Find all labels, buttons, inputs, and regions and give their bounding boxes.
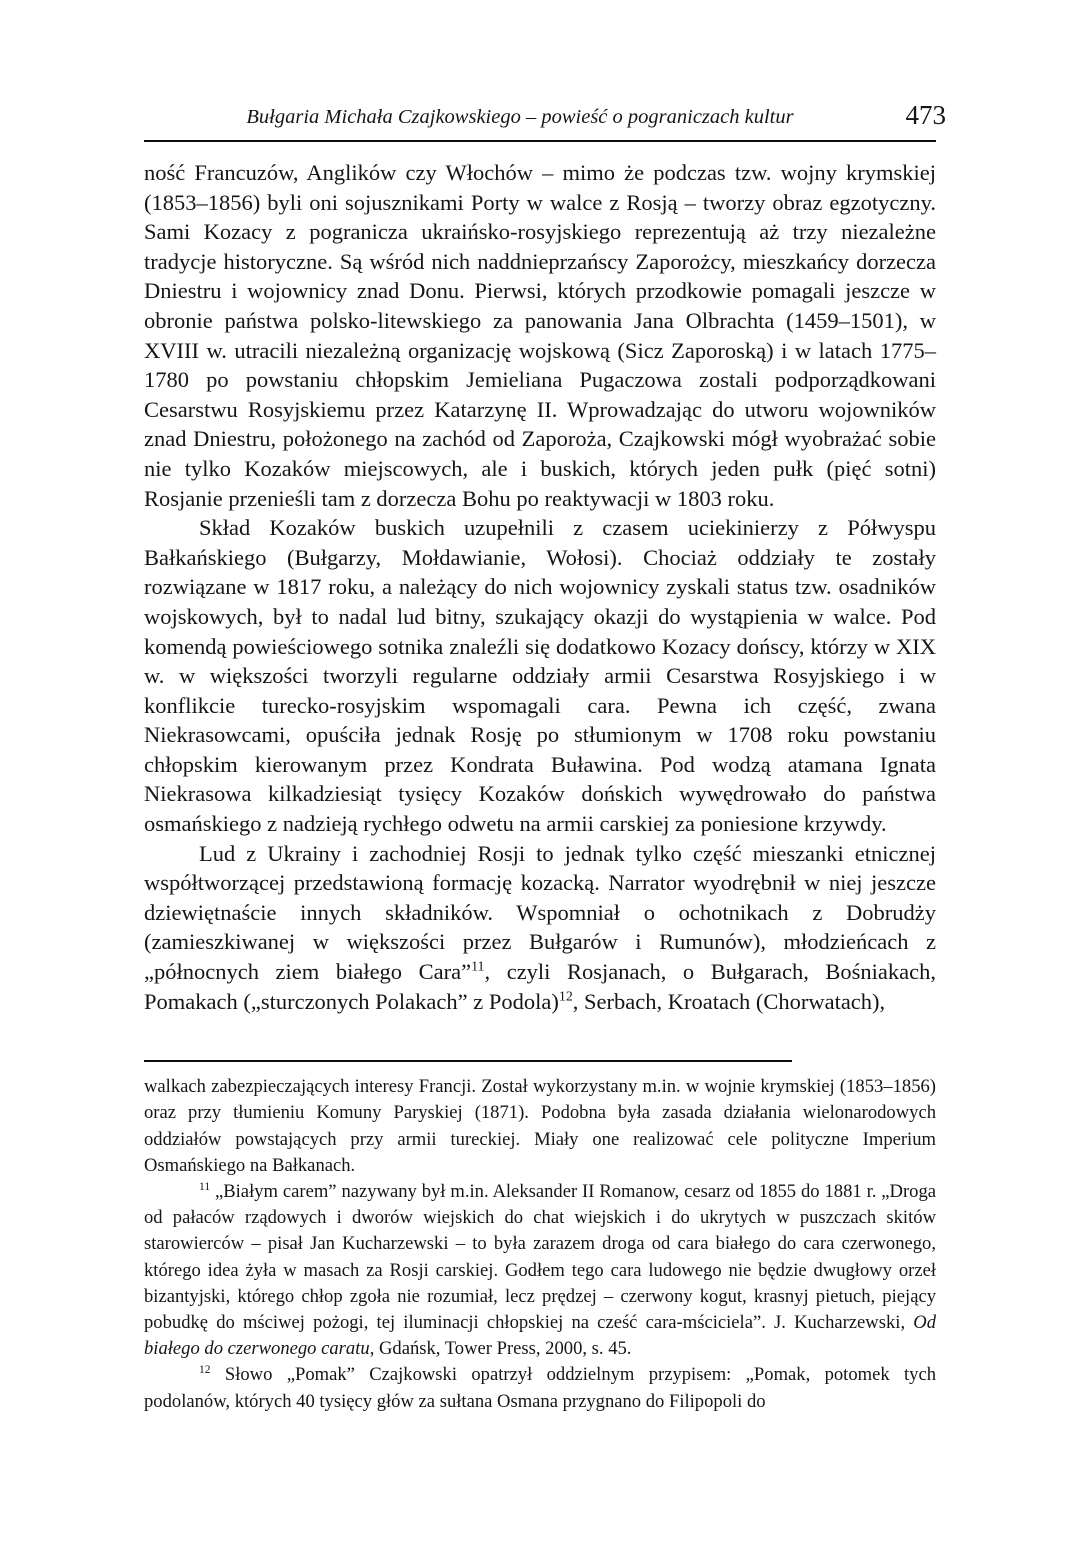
text-run: , czyli Rosjanach, o Bułgarach, Bośniakach, Pomakach („sturczonych Polakach” z Podola) [144, 959, 937, 1014]
text-run: Lud z Ukrainy i zachodniej Rosji to jednak tylko część mieszanki etnicznej współtworzącej przedstawioną formację kozacką. Narrator wyodrębnił w niej jeszcze dziewiętnaście innych składników. Wspomniał o ochotnikach z Dobrudży (zamieszkiwanej w większości przez Bułgarów i Rumunów), młodzieńcach z „północnych ziem białego Cara” [144, 840, 936, 985]
running-title: Bułgaria Michała Czajkowskiego – powieść o pograniczach kultur [246, 106, 794, 128]
footnote-marker: 11 [471, 959, 485, 975]
footnotes [144, 1074, 936, 1415]
footnote-item [144, 1074, 936, 1179]
page-header [144, 100, 946, 140]
footnote-separator [144, 1060, 792, 1062]
paragraph [144, 158, 936, 513]
page-number: 473 [905, 100, 946, 130]
footnote-item [144, 1179, 936, 1362]
body-text [144, 158, 936, 1016]
text-run: Skład Kozaków buskich uzupełnili z czasem uciekinierzy z Półwyspu Bałkańskiego (Bułgarzy, Mołdawianie, Wołosi). Chociaż oddziały te zostały rozwiązane w 1817 roku, a należący do nich wojownicy zyskali status tzw. osadników wojskowych, był to nadal lud bitny, szukający okazji do wystąpienia w walce. Pod komendą powieściowego sotnika znaleźli się dodatkowo Kozacy dońscy, którzy w XIX w. w większości tworzyli regularne oddziały armii Cesarstwa Rosyjskiego i w konflikcie turecko-rosyjskim wspomagali cara. Pewna ich część, zwana Niekrasowcami, opuściła jednak Rosję po stłumionym w 1708 roku powstaniu chłopskim kierowanym przez Kondrata Buławina. Pod wodzą atamana Ignata Niekrasowa kilkadziesiąt tysięcy Kozaków dońskich wywędrowało do państwa osmańskiego z nadzieją rychłego odwetu na armii carskiej za poniesione krzywdy. [144, 515, 936, 837]
text-run: , Gdańsk, Tower Press, 2000, s. 45. [369, 1338, 632, 1360]
footnote-item [144, 1362, 936, 1414]
text-run: walkach zabezpieczających interesy Francji. Został wykorzystany m.in. w wojnie krymskiej (1853–1856) oraz przy tłumieniu Komuny Paryskiej (1871). Podobna była zasada działania wielonarodowych oddziałów powstających przy armii tureckiej. Miały one realizować cele polityczne Imperium Osmańskiego na Bałkanach. [144, 1076, 936, 1176]
text-run: „Białym carem” nazywany był m.in. Aleksander II Romanow, cesarz od 1855 do 1881 r. „Droga od pałaców rządowych i dworów wiejskich do chat wiejskich i do ukrytych w puszczach skitów starowierców – pisał Jan Kucharzewski – to była zarazem droga od cara białego do cara czerwonego, którego idea żyła w masach za Rosji carskiej. Godłem tego cara ludowego nie będzie dwugłowy orzeł bizantyjski, którego chłop zgoła nie rozumiał, lecz prędzej – czerwony kogut, krasnyj pietuch, piejący pobudkę do mściwej pożogi, tej iluminacji chłopskiej na cześć cara-mściciela”. J. Kucharzewski, [144, 1181, 936, 1334]
header-rule [144, 140, 936, 142]
italic-title-text: Od białego do czerwonego caratu [144, 1312, 936, 1360]
document-page [144, 100, 946, 1415]
footnote-marker: 12 [558, 989, 573, 1005]
footnote-marker: 11 [199, 1180, 211, 1193]
text-run: Słowo „Pomak” Czajkowski opatrzył oddzielnym przypisem: „Pomak, potomek tych podolanów, których 40 tysięcy głów za sułtana Osmana przygnano do Filipopoli do [144, 1364, 936, 1412]
text-run: , Serbach, Kroatach (Chorwatach), [572, 988, 886, 1014]
text-run: ność Francuzów, Anglików czy Włochów – mimo że podczas tzw. wojny krymskiej (1853–1856) byli oni sojusznikami Porty w walce z Rosją – tworzy obraz egzotyczny. Sami Kozacy z pogranicza ukraińsko-rosyjskiego reprezentują aż trzy niezależne tradycje historyczne. Są wśród nich naddnieprzańscy Zaporożcy, mieszkańcy dorzecza Dniestru i wojownicy znad Donu. Pierwsi, których przodkowie pomagali jeszcze w obronie państwa polsko-litewskiego za panowania Jana Olbrachta (1459–1501), w XVIII w. utracili niezależną organizację wojskową (Sicz Zaporoską) i w latach 1775–1780 po powstaniu chłopskim Jemieliana Pugaczowa zostali podporządkowani Cesarstwu Rosyjskiemu przez Katarzynę II. Wprowadzając do utworu wojowników znad Dniestru, położonego na zachód od Zaporoża, Czajkowski mógł wyobrażać sobie nie tylko Kozaków miejscowych, ale i buskich, których jeden pułk (pięć sotni) Rosjanie przenieśli tam z dorzecza Bohu po reaktywacji w 1803 roku. [144, 160, 936, 511]
paragraph [144, 513, 936, 839]
paragraph [144, 839, 936, 1017]
footnote-marker: 12 [199, 1364, 211, 1377]
